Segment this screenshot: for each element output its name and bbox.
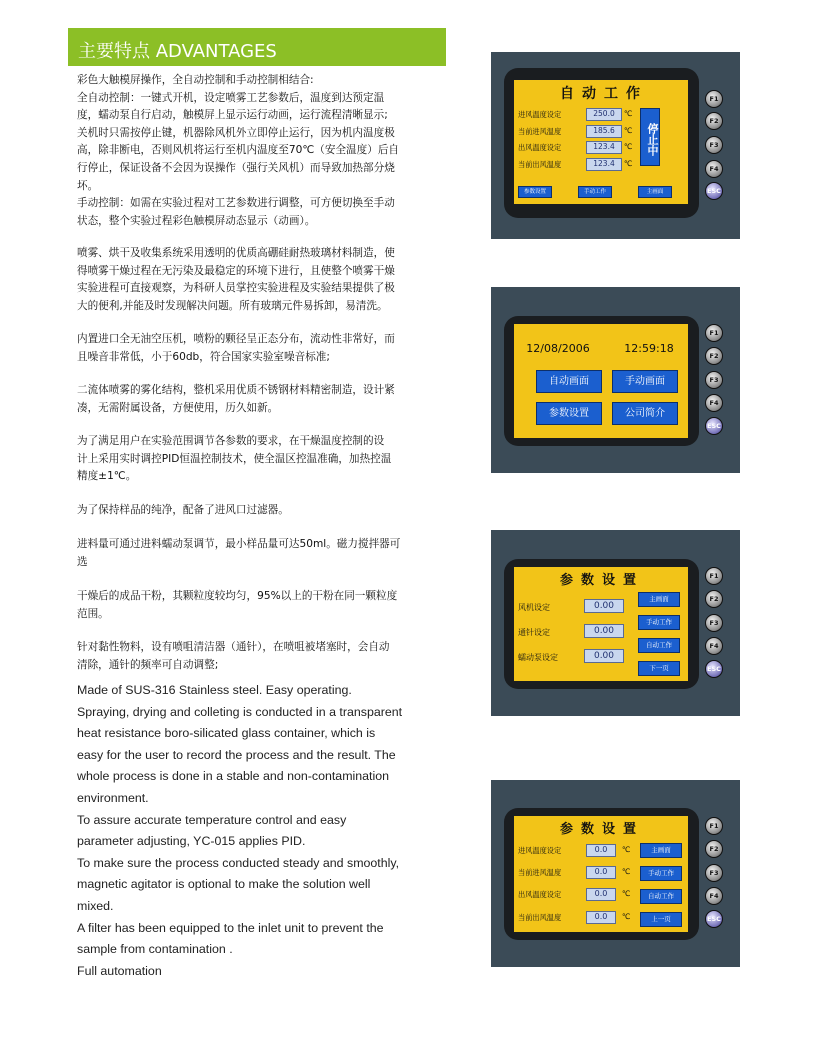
time-display: 12:59:18: [624, 342, 674, 355]
text-line: 高，除非断电，否则风机将运行至机内温度至70℃（安全温度）后自: [77, 144, 399, 157]
row-label: 当前进风温度: [518, 127, 562, 136]
esc-key[interactable]: ESC: [705, 660, 723, 678]
params-screen-2: [514, 816, 688, 932]
stop-status-button[interactable]: 停止中: [640, 108, 660, 166]
inlet-temp-current-field: 185.6: [586, 125, 622, 138]
text-line: 彩色大触模屏操作，全自动控制和手动控制相结合:: [77, 74, 314, 86]
cn-paragraph-4: [77, 382, 443, 417]
text-line: easy for the user to record the process and the result. The: [77, 747, 396, 762]
screen-bezel: [504, 559, 699, 689]
fan-setting-field[interactable]: 0.00: [584, 599, 624, 613]
row-label: 风机设定: [518, 603, 550, 612]
screen-title: 自动工作: [560, 86, 648, 102]
text-line: 且噪音非常低，小于60db，符合国家实验室噪音标准;: [77, 350, 330, 363]
esc-key[interactable]: ESC: [705, 910, 723, 928]
hmi-panel-main: [491, 287, 740, 473]
text-line: magnetic agitator is optional to make the solution well: [77, 877, 371, 892]
unit-label: ℃: [622, 845, 631, 854]
unit-label: ℃: [622, 889, 631, 898]
screen-title: 参数设置: [560, 573, 645, 588]
cn-paragraph-6: [77, 502, 443, 520]
text-line: 选: [77, 555, 88, 568]
esc-key[interactable]: ESC: [705, 182, 723, 200]
main-screen-button[interactable]: 主画面: [640, 843, 682, 858]
row-label: 进风温度设定: [518, 110, 562, 119]
text-line: mixed.: [77, 898, 114, 913]
manual-screen-button[interactable]: 手动画面: [612, 370, 678, 393]
date-display: 12/08/2006: [526, 342, 590, 355]
text-line: 进料量可通过进料蠕动泵调节，最小样品量可达50ml。磁力搅拌器可: [77, 538, 401, 550]
next-page-button[interactable]: 下一页: [638, 661, 680, 676]
auto-work-button[interactable]: 自动工作: [640, 889, 682, 904]
row-label: 当前进风温度: [518, 868, 562, 877]
auto-screen: [514, 80, 688, 204]
text-line: 全自动控制：一键式开机，设定喷雾工艺参数后，温度到达预定温: [77, 91, 385, 104]
pump-setting-field[interactable]: 0.00: [584, 649, 624, 663]
text-line: Made of SUS-316 Stainless steel. Easy operating.: [77, 683, 352, 697]
main-screen-button[interactable]: 主画面: [638, 592, 680, 607]
unit-label: ℃: [624, 142, 633, 151]
row-label: 进风温度设定: [518, 846, 562, 855]
text-line: 计上采用实时调控PID恒温控制技术，使全温区控温准确，加热控温: [77, 452, 392, 465]
inlet-temp-set-field[interactable]: 0.0: [586, 844, 616, 857]
cn-paragraph-9: [77, 639, 443, 674]
text-line: whole process is done in a stable and non-contamination: [77, 769, 390, 784]
text-line: 得喷雾干燥过程在无污染及最稳定的环境下进行，且使整个喷雾干燥: [77, 264, 395, 277]
section-header: [68, 28, 446, 66]
f4-key[interactable]: F4: [705, 887, 723, 905]
text-line: 为了满足用户在实验范围调节各参数的要求，在干燥温度控制的设: [77, 435, 385, 447]
esc-key[interactable]: ESC: [705, 417, 723, 435]
text-line: 凑，无需附属设备，方便使用，历久如新。: [77, 401, 279, 414]
text-line: To assure accurate temperature control and easy: [77, 812, 347, 827]
f4-key[interactable]: F4: [705, 394, 723, 412]
param-settings-button[interactable]: 参数设置: [518, 186, 552, 198]
unit-label: ℃: [624, 126, 633, 135]
f1-key[interactable]: F1: [705, 324, 723, 342]
en-text-block: [77, 680, 447, 982]
param-settings-button[interactable]: 参数设置: [536, 402, 602, 425]
inlet-temp-set-field[interactable]: 250.0: [586, 108, 622, 121]
row-label: 当前出风温度: [518, 913, 562, 922]
auto-work-button[interactable]: 自动工作: [638, 638, 680, 653]
f1-key[interactable]: F1: [705, 90, 723, 108]
text-line: Spraying, drying and colleting is conducted in a transparent: [77, 704, 403, 719]
text-line: 内置进口全无油空压机，喷粉的颗径呈正态分布，流动性非常好，而: [77, 333, 395, 345]
hmi-panel-auto: [491, 52, 740, 239]
f2-key[interactable]: F2: [705, 590, 723, 608]
text-line: 手动控制：如需在实验过程对工艺参数进行调整，可方便切换至手动: [77, 197, 395, 210]
text-line: parameter adjusting, YC-015 applies PID.: [77, 834, 306, 849]
cn-paragraph-5: [77, 433, 443, 486]
hmi-panel-params-2: [491, 780, 740, 967]
row-label: 出风温度设定: [518, 143, 562, 152]
outlet-temp-set-field[interactable]: 123.4: [586, 141, 622, 154]
outlet-temp-current-field: 123.4: [586, 158, 622, 171]
unit-label: ℃: [622, 867, 631, 876]
f3-key[interactable]: F3: [705, 371, 723, 389]
text-line: 精度±1℃。: [77, 470, 137, 483]
hmi-panel-params-1: [491, 530, 740, 716]
text-line: heat resistance boro-silicated glass container, which is: [77, 726, 376, 741]
text-line: 干燥后的成品干粉，其颗粒度较均匀，95%以上的干粉在同一颗粒度: [77, 590, 398, 602]
row-label: 蠕动泵设定: [518, 653, 558, 662]
unit-label: ℃: [624, 159, 633, 168]
cn-paragraph-8: [77, 588, 443, 623]
unit-label: ℃: [622, 912, 631, 921]
screen-bezel: [504, 68, 699, 218]
screen-bezel: [504, 316, 699, 446]
text-line: 行停止，保证设备不会因为误操作（强行关风机）而导致加热部分烧: [77, 161, 395, 174]
text-line: 范围。: [77, 607, 109, 620]
f3-key[interactable]: F3: [705, 864, 723, 882]
cn-paragraph-2: [77, 245, 443, 315]
needle-setting-field[interactable]: 0.00: [584, 624, 624, 638]
text-line: environment.: [77, 790, 149, 805]
auto-screen-button[interactable]: 自动画面: [536, 370, 602, 393]
outlet-temp-current-field: 0.0: [586, 911, 616, 924]
f2-key[interactable]: F2: [705, 840, 723, 858]
screen-bezel: [504, 808, 699, 940]
params-screen-1: [514, 567, 688, 681]
unit-label: ℃: [624, 109, 633, 118]
text-line: To make sure the process conducted steady and smoothly,: [77, 855, 400, 870]
section-title: 主要特点 ADVANTAGES: [78, 41, 277, 62]
manual-work-button[interactable]: 手动工作: [640, 866, 682, 881]
inlet-temp-current-field: 0.0: [586, 866, 616, 879]
f3-key[interactable]: F3: [705, 614, 723, 632]
row-label: 当前出风温度: [518, 160, 562, 169]
cn-paragraph-3: [77, 331, 443, 366]
text-line: sample from contamination .: [77, 942, 233, 957]
f2-key[interactable]: F2: [705, 112, 723, 130]
f1-key[interactable]: F1: [705, 817, 723, 835]
text-line: 度，蠕动泵自行启动，触模屏上显示运行动画，运行流程清晰显示;: [77, 109, 388, 122]
text-line: 为了保持样品的纯净，配备了进风口过滤器。: [77, 504, 289, 516]
f2-key[interactable]: F2: [705, 347, 723, 365]
f3-key[interactable]: F3: [705, 136, 723, 154]
row-label: 出风温度设定: [518, 890, 562, 899]
text-line: Full automation: [77, 963, 162, 978]
main-screen: [514, 324, 688, 438]
text-line: 坏。: [77, 179, 99, 192]
main-screen-button[interactable]: 主画面: [638, 186, 672, 198]
text-line: 喷雾、烘干及收集系统采用透明的优质高硼硅耐热玻璃材料制造，使: [77, 247, 395, 259]
text-line: A filter has been equipped to the inlet unit to prevent the: [77, 920, 384, 935]
text-line: 二流体喷雾的雾化结构，整机采用优质不锈钢材料精密制造，设计紧: [77, 384, 395, 396]
cn-paragraph-1: [77, 72, 443, 230]
outlet-temp-set-field[interactable]: 0.0: [586, 888, 616, 901]
text-line: 大的便利,并能及时发现解决问题。所有玻璃元件易拆卸，易清洗。: [77, 299, 388, 312]
f4-key[interactable]: F4: [705, 637, 723, 655]
text-line: 针对黏性物料，设有喷咀清洁器（通针），在喷咀被堵塞时，会自动: [77, 641, 390, 653]
f1-key[interactable]: F1: [705, 567, 723, 585]
company-info-button[interactable]: 公司简介: [612, 402, 678, 425]
text-line: 关机时只需按停止键，机器除风机外立即停止运行，因为机内温度极: [77, 126, 395, 139]
text-line: 状态，整个实验过程彩色触模屏动态显示（动画）。: [77, 214, 316, 227]
text-line: 实验进程可直接观察，为科研人员掌控实验进程及实验结果提供了极: [77, 282, 395, 295]
row-label: 通针设定: [518, 628, 550, 637]
screen-title: 参数设置: [560, 822, 645, 837]
f4-key[interactable]: F4: [705, 160, 723, 178]
manual-work-button[interactable]: 手动工作: [578, 186, 612, 198]
cn-paragraph-7: [77, 536, 443, 571]
manual-work-button[interactable]: 手动工作: [638, 615, 680, 630]
text-line: 清除，通针的频率可自动调整;: [77, 658, 219, 671]
prev-page-button[interactable]: 上一页: [640, 912, 682, 927]
